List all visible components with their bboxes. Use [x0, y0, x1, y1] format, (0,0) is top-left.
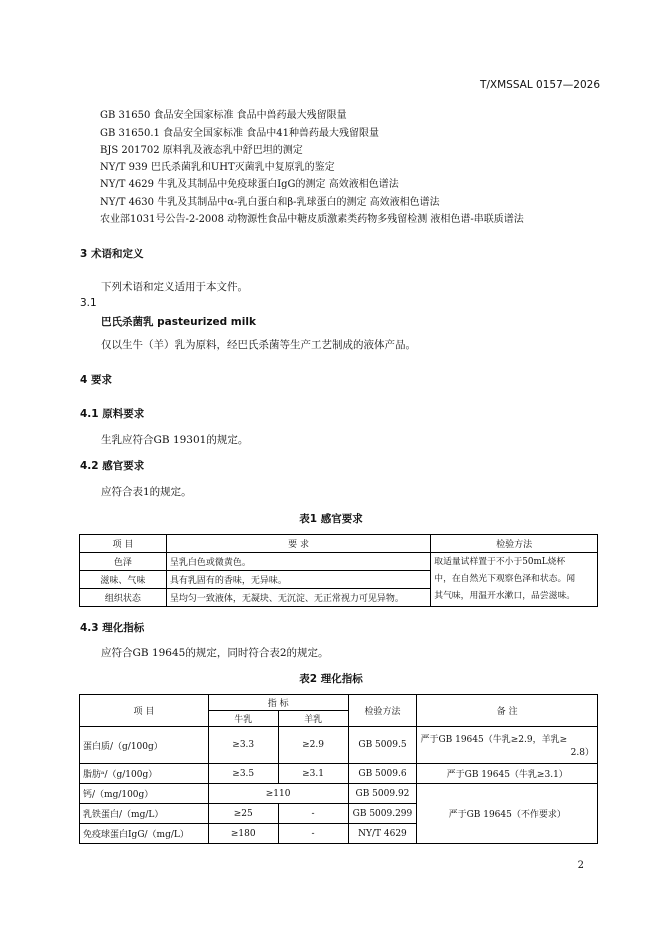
value-cell: ≥180	[208, 824, 278, 844]
requirement-cell: 呈均匀一致液体，无凝块、无沉淀、无正常视力可见异物。	[166, 589, 430, 607]
method-line: 其气味，用温开水漱口，品尝滋味。	[434, 591, 576, 601]
table-caption: 表1 感官要求	[299, 513, 363, 525]
item-cell: 脂肪ᵃ/（g/100g）	[80, 764, 209, 784]
header-cell: 要 求	[166, 535, 430, 553]
method-cell: NY/T 4629	[348, 824, 417, 844]
header-cell: 备 注	[417, 695, 598, 727]
value-cell: ≥3.3	[208, 727, 278, 764]
header-cell: 检验方法	[348, 695, 417, 727]
reference-item: GB 31650 食品安全国家标准 食品中兽药最大残留限量	[100, 110, 347, 121]
item-cell: 乳铁蛋白/（mg/L）	[80, 804, 209, 824]
page-number: 2	[577, 860, 584, 871]
requirement-cell: 具有乳固有的香味，无异味。	[166, 571, 430, 589]
reference-item: GB 31650.1 食品安全国家标准 食品中41种兽药最大残留限量	[100, 128, 379, 139]
term-title: 巴氏杀菌乳 pasteurized milk	[101, 316, 256, 328]
reference-item: BJS 201702 原料乳及液态乳中舒巴坦的测定	[100, 145, 303, 156]
subsection-heading: 4.3 理化指标	[80, 622, 145, 634]
paragraph: 生乳应符合GB 19301的规定。	[101, 434, 249, 446]
value-cell: ≥3.1	[278, 764, 348, 784]
section-heading: 3 术语和定义	[80, 248, 144, 260]
table-caption: 表2 理化指标	[299, 673, 363, 685]
document-code: T/XMSSAL 0157—2026	[479, 79, 600, 91]
sensory-table	[79, 534, 598, 607]
method-line: 取适量试样置于不小于50mL烧杯	[434, 557, 566, 567]
value-cell: -	[278, 804, 348, 824]
table-header-row	[80, 695, 598, 711]
value-cell: ≥3.5	[208, 764, 278, 784]
table-row	[80, 553, 598, 571]
header-cell: 牛乳	[208, 711, 278, 727]
note-cell: 严于GB 19645（不作要求）	[417, 784, 598, 844]
term-definition: 仅以生牛（羊）乳为原料，经巴氏杀菌等生产工艺制成的液体产品。	[101, 339, 416, 351]
method-line: 中，在自然光下观察色泽和状态。闻	[434, 574, 576, 584]
method-cell: GB 5009.92	[348, 784, 417, 804]
method-cell: GB 5009.6	[348, 764, 417, 784]
subsection-heading: 4.2 感官要求	[80, 460, 145, 472]
note-line: 2.8）	[570, 748, 594, 758]
table-row	[80, 727, 598, 764]
requirement-cell: 呈乳白色或微黄色。	[166, 553, 430, 571]
header-cell: 检验方法	[431, 535, 598, 553]
item-cell: 滋味、气味	[80, 571, 167, 589]
paragraph: 应符合GB 19645的规定，同时符合表2的规定。	[101, 647, 329, 659]
paragraph: 应符合表1的规定。	[101, 486, 192, 498]
method-cell	[431, 553, 598, 607]
section-heading: 4 要求	[80, 374, 112, 386]
paragraph: 下列术语和定义适用于本文件。	[101, 281, 248, 293]
value-cell: ≥2.9	[278, 727, 348, 764]
note-cell: 严于GB 19645（牛乳≥3.1）	[417, 764, 598, 784]
header-cell: 指 标	[208, 695, 348, 711]
value-cell: -	[278, 824, 348, 844]
physicochemical-table	[79, 694, 598, 844]
subsection-heading: 4.1 原料要求	[80, 408, 145, 420]
header-cell: 羊乳	[278, 711, 348, 727]
value-cell: ≥110	[208, 784, 348, 804]
reference-item: 农业部1031号公告-2-2008 动物源性食品中糖皮质激素类药物多残留检测 液相色谱-串联质谱法	[100, 214, 524, 225]
value-cell: ≥25	[208, 804, 278, 824]
table-row	[80, 784, 598, 804]
note-cell	[417, 727, 598, 764]
header-cell: 项 目	[80, 535, 167, 553]
note-line: 严于GB 19645（牛乳≥2.9，羊乳≥	[420, 735, 568, 745]
table-row	[80, 764, 598, 784]
table-header-row	[80, 535, 598, 553]
term-number: 3.1	[80, 297, 97, 309]
method-cell: GB 5009.5	[348, 727, 417, 764]
item-cell: 蛋白质/（g/100g）	[80, 727, 209, 764]
reference-item: NY/T 4630 牛乳及其制品中α-乳白蛋白和β-乳球蛋白的测定 高效液相色谱法	[100, 197, 440, 208]
reference-item: NY/T 939 巴氏杀菌乳和UHT灭菌乳中复原乳的鉴定	[100, 162, 335, 173]
header-cell: 项 目	[80, 695, 209, 727]
method-cell: GB 5009.299	[348, 804, 417, 824]
item-cell: 组织状态	[80, 589, 167, 607]
reference-item: NY/T 4629 牛乳及其制品中免疫球蛋白IgG的测定 高效液相色谱法	[100, 179, 399, 190]
item-cell: 免疫球蛋白IgG/（mg/L）	[80, 824, 209, 844]
item-cell: 钙/（mg/100g）	[80, 784, 209, 804]
item-cell: 色泽	[80, 553, 167, 571]
